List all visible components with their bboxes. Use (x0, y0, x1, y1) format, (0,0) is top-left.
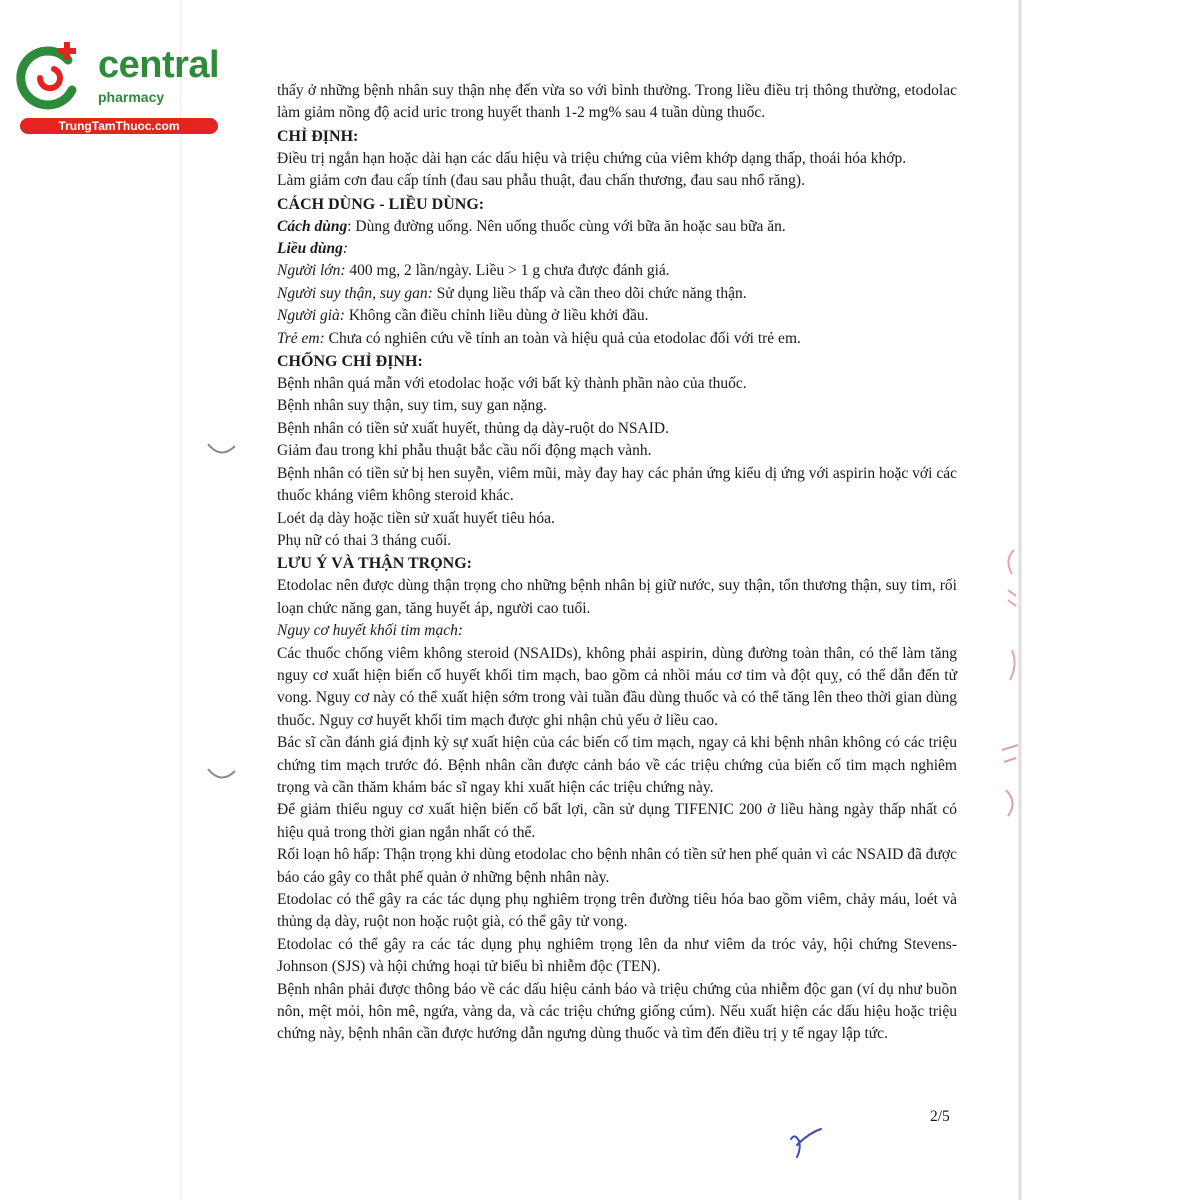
contraindication-item: Bệnh nhân có tiền sử xuất huyết, thủng dạ dày-ruột do NSAID. (277, 419, 669, 437)
logo-subtitle: pharmacy (98, 89, 165, 105)
central-pharmacy-logo[interactable] (10, 38, 220, 138)
punch-hole-icon (205, 440, 237, 460)
elderly-label: Người già: (277, 307, 345, 325)
punch-hole-icon (205, 765, 237, 785)
caution-paragraph: Etodolac có thể gây ra các tác dụng phụ nghiêm trọng trên đường tiêu hóa bao gồm viêm, chảy máu, loét và thủng dạ dày, ruột non hoặc ruột già, có thể gây tử vong. (277, 891, 957, 931)
elderly-dose-line (277, 305, 957, 327)
renal-label: Người suy thận, suy gan: (277, 284, 433, 302)
child-text: Chưa có nghiên cứu về tính an toàn và hiệu quả của etodolac đối với trẻ em. (324, 329, 801, 347)
logo-name: central (98, 44, 220, 86)
usage-label: Cách dùng (277, 217, 348, 235)
caution-paragraph: Etodolac có thể gây ra các tác dụng phụ nghiêm trọng lên da như viêm da tróc vảy, hội chứng Stevens-Johnson (SJS) và hội chứng hoại tử biểu bì nhiễm độc (TEN). (277, 935, 957, 976)
stamp-edge-icon (998, 540, 1022, 860)
caution-paragraph: Các thuốc chống viêm không steroid (NSAIDs), không phải aspirin, dùng đường toàn thân, có thể làm tăng nguy cơ xuất hiện biến cố huyết khối tim mạch, bao gồm cả nhồi máu cơ tim và đột quỵ, có thể dẫn đến tử vong. Nguy cơ này có thể xuất hiện sớm trong vài tuần đầu dùng thuốc và có thể tăng lên theo thời gian dùng thuốc. Nguy cơ huyết khối tim mạch được ghi nhận chủ yếu ở liều cao. (277, 644, 957, 729)
elderly-text: Không cần điều chỉnh liều dùng ở liều khởi đầu. (344, 307, 649, 325)
usage-line (277, 216, 957, 238)
logo-website: TrungTamThuoc.com (20, 118, 218, 134)
contraindication-heading: CHỐNG CHỈ ĐỊNH: (277, 353, 423, 371)
child-dose-line (277, 328, 957, 350)
dosage-heading: CÁCH DÙNG - LIỀU DÙNG: (277, 195, 485, 213)
caution-heading: LƯU Ý VÀ THẬN TRỌNG: (277, 555, 472, 573)
intro-paragraph: thấy ở những bệnh nhân suy thận nhẹ đến vừa so với bình thường. Trong liều điều trị thông thường, etodolac làm giảm nồng độ acid uric trong huyết thanh 1-2 mg% sau 4 tuần dùng thuốc. (277, 82, 957, 122)
contraindication-item: Bệnh nhân quá mẫn với etodolac hoặc với bất kỳ thành phần nào của thuốc. (277, 375, 747, 393)
caution-paragraph: Rối loạn hô hấp: Thận trọng khi dùng etodolac cho bệnh nhân có tiền sử hen phế quản vì các NSAID đã được báo cáo gây co thắt phế quản ở những bệnh nhân này. (277, 846, 957, 886)
contraindication-item: Giảm đau trong khi phẫu thuật bắc cầu nối động mạch vành. (277, 442, 652, 460)
dose-label: Liều dùng (277, 240, 343, 258)
caution-paragraph: Bác sĩ cần đánh giá định kỳ sự xuất hiện của các biến cố tim mạch, ngay cả khi bệnh nhân không có các triệu chứng tim mạch trước đó. Bệnh nhân cần được cảnh báo về các triệu chứng của biến cố tim mạch nghiêm trọng và cần thăm khám bác sĩ ngay khi xuất hiện các triệu chứng này. (277, 734, 957, 796)
adult-label: Người lớn: (277, 262, 346, 280)
cv-risk-subheading: Nguy cơ huyết khối tim mạch: (277, 622, 464, 640)
indication-heading: CHỈ ĐỊNH: (277, 127, 359, 145)
logo-mark-icon (10, 38, 90, 118)
contraindication-item: Phụ nữ có thai 3 tháng cuối. (277, 531, 452, 549)
contraindication-item: Loét dạ dày hoặc tiền sử xuất huyết tiêu hóa. (277, 509, 555, 527)
indication-paragraph: Làm giảm cơn đau cấp tính (đau sau phẫu thuật, đau chấn thương, đau sau nhổ răng). (277, 172, 805, 190)
indication-paragraph: Điều trị ngắn hạn hoặc dài hạn các dấu hiệu và triệu chứng của viêm khớp dạng thấp, thoái hóa khớp. (277, 149, 907, 167)
child-label: Trẻ em: (277, 329, 325, 347)
usage-text: : Dùng đường uống. Nên uống thuốc cùng với bữa ăn hoặc sau bữa ăn. (347, 217, 786, 235)
caution-paragraph: Etodolac nên được dùng thận trọng cho những bệnh nhân bị giữ nước, suy thận, tổn thương thận, suy tim, rối loạn chức năng gan, tăng huyết áp, người cao tuổi. (277, 577, 957, 617)
renal-dose-line (277, 283, 957, 305)
document-body (277, 80, 957, 1046)
adult-dose-line (277, 260, 957, 282)
page-edge-left (180, 0, 182, 1200)
dose-line (277, 238, 957, 260)
contraindication-item: Bệnh nhân có tiền sử bị hen suyễn, viêm mũi, mày đay hay các phản ứng kiểu dị ứng với aspirin hoặc với các thuốc kháng viêm không steroid khác. (277, 464, 957, 505)
caution-paragraph: Để giảm thiểu nguy cơ xuất hiện biến cố bất lợi, cần sử dụng TIFENIC 200 ở liều hàng ngày thấp nhất có hiệu quả trong thời gian ngắn nhất có thể. (277, 801, 957, 841)
page-number: 2/5 (930, 1108, 950, 1125)
signature-icon (785, 1125, 825, 1165)
dose-colon: : (342, 240, 349, 258)
adult-text: 400 mg, 2 lần/ngày. Liều > 1 g chưa được đánh giá. (345, 262, 670, 280)
caution-paragraph: Bệnh nhân phải được thông báo về các dấu hiệu cảnh báo và triệu chứng của nhiễm độc gan (ví dụ như buồn nôn, mệt mỏi, hôn mê, ngứa, vàng da, và các triệu chứng giống cúm). Nếu xuất hiện các dấu hiệu hoặc triệu chứng này, bệnh nhân cần được hướng dẫn ngưng dùng thuốc và tìm đến điều trị y tế ngay lập tức. (277, 980, 957, 1043)
contraindication-item: Bệnh nhân suy thận, suy tim, suy gan nặng. (277, 397, 547, 415)
renal-text: Sử dụng liều thấp và cần theo dõi chức năng thận. (432, 284, 747, 302)
